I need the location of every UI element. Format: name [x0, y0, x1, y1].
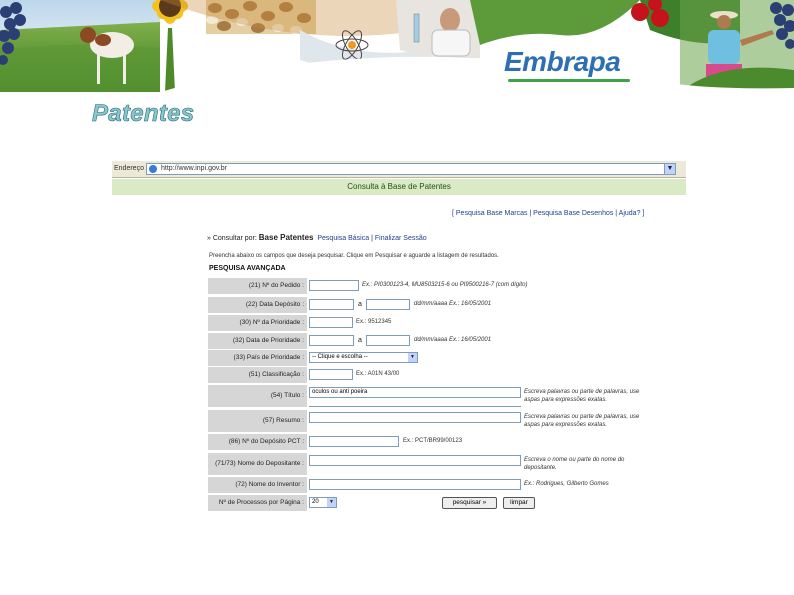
field-row-processos-pagina — [208, 495, 648, 512]
data-prioridade-start-input[interactable] — [309, 335, 354, 346]
data-deposito-end-input[interactable] — [366, 299, 410, 310]
field-hint: Escreva o nome ou parte do nome do depositante. — [524, 457, 625, 471]
address-bar — [112, 161, 686, 178]
field-label: (21) Nº do Pedido : — [208, 278, 307, 294]
field-row-resumo — [208, 410, 648, 432]
field-hint: Ex.: A01N 43/00 — [356, 371, 400, 377]
field-row-titulo — [208, 385, 648, 407]
field-label: (54) Título : — [208, 385, 307, 407]
field-hint: Escreva palavras ou parte de palavras, use aspas para expressões exatas. — [524, 389, 640, 403]
inventor-input[interactable] — [309, 479, 521, 490]
field-hint: Escreva palavras ou parte de palavras, use aspas para expressões exatas. — [524, 414, 640, 428]
breadcrumb-current: Base Patentes — [258, 233, 314, 242]
field-label: (86) Nº do Depósito PCT : — [208, 434, 307, 450]
field-row-pais-prioridade — [208, 350, 648, 367]
field-row-numero-pedido — [208, 278, 648, 295]
resumo-input[interactable] — [309, 412, 521, 423]
link-pesquisa-basica[interactable]: Pesquisa Básica — [317, 235, 370, 242]
field-hint: Ex.: PI0300123-4, MU8503215-6 ou PI9500216-7 (com dígito) — [362, 282, 528, 288]
field-hint: dd/mm/aaaa Ex.: 16/05/2001 — [414, 337, 492, 343]
titulo-input-extra — [309, 406, 521, 407]
banner-photo-collage — [0, 0, 794, 95]
field-label: (33) País de Prioridade : — [208, 350, 307, 366]
logo-underline — [508, 79, 630, 82]
field-label: (57) Resumo : — [208, 410, 307, 432]
page-title: Patentes — [92, 100, 195, 127]
field-row-numero-prioridade — [208, 315, 648, 332]
instruction-text: Preencha abaixo os campos que deseja pesquisar. Clique em Pesquisar e aguarde a listagem de resultados. — [209, 253, 499, 259]
header-banner — [0, 0, 794, 95]
classificacao-input[interactable] — [309, 369, 353, 380]
field-label: (32) Data de Prioridade : — [208, 333, 307, 349]
field-row-inventor — [208, 477, 648, 494]
data-deposito-start-input[interactable] — [309, 299, 354, 310]
select-value: -- Clique e escolha -- — [312, 354, 368, 360]
field-row-data-deposito — [208, 297, 648, 314]
field-label: (30) Nº da Prioridade : — [208, 315, 307, 331]
address-url: http://www.inpi.gov.br — [161, 165, 228, 172]
browser-window — [112, 161, 686, 521]
embrapa-logo: Embrapa — [504, 46, 621, 77]
numero-pedido-input[interactable] — [309, 280, 359, 291]
section-title: PESQUISA AVANÇADA — [209, 265, 286, 272]
chevron-down-icon[interactable]: ▼ — [327, 498, 336, 507]
link-finalizar-sessao[interactable]: Finalizar Sessão — [374, 235, 427, 242]
field-label: (71/73) Nome do Depositante : — [208, 453, 307, 475]
pesquisar-button[interactable]: pesquisar » — [442, 497, 497, 509]
chevron-down-icon[interactable]: ▼ — [664, 164, 675, 174]
processos-por-pagina-select[interactable] — [309, 497, 337, 508]
address-label: Endereço — [114, 165, 144, 172]
select-value: 20 — [312, 499, 319, 505]
range-separator: a — [358, 337, 362, 344]
range-separator: a — [358, 301, 362, 308]
page-header-strip: Consulta à Base de Patentes — [112, 179, 686, 195]
field-label: (51) Classificação : — [208, 367, 307, 383]
limpar-button[interactable]: limpar — [503, 497, 535, 509]
titulo-input[interactable]: oculos ou anti poeira — [309, 387, 521, 398]
field-label: (72) Nome do Inventor : — [208, 477, 307, 493]
field-hint: Ex.: Rodrigues, Gilberto Gomes — [524, 481, 609, 487]
deposito-pct-input[interactable] — [309, 436, 399, 447]
field-hint: Ex.: PCT/BR99/00123 — [403, 438, 463, 444]
address-input[interactable] — [146, 163, 676, 175]
field-hint: dd/mm/aaaa Ex.: 16/05/2001 — [414, 301, 492, 307]
breadcrumb — [207, 233, 427, 242]
field-label: Nº de Processos por Página : — [208, 495, 307, 511]
field-row-classificacao — [208, 367, 648, 384]
breadcrumb-prefix: » Consultar por: — [207, 235, 257, 242]
breadcrumb-divider: | — [371, 235, 373, 242]
quick-links[interactable]: [ Pesquisa Base Marcas | Pesquisa Base Desenhos | Ajuda? ] — [452, 210, 645, 217]
field-row-data-prioridade — [208, 333, 648, 350]
pais-prioridade-select[interactable] — [309, 352, 418, 363]
chevron-down-icon[interactable]: ▼ — [408, 353, 417, 362]
field-row-depositante — [208, 453, 648, 475]
browser-page-icon — [149, 165, 157, 173]
data-prioridade-end-input[interactable] — [366, 335, 410, 346]
field-row-deposito-pct — [208, 434, 648, 451]
field-label: (22) Data Depósito : — [208, 297, 307, 313]
depositante-input[interactable] — [309, 455, 521, 466]
field-hint: Ex.: 9512345 — [356, 319, 392, 325]
numero-prioridade-input[interactable] — [309, 317, 353, 328]
